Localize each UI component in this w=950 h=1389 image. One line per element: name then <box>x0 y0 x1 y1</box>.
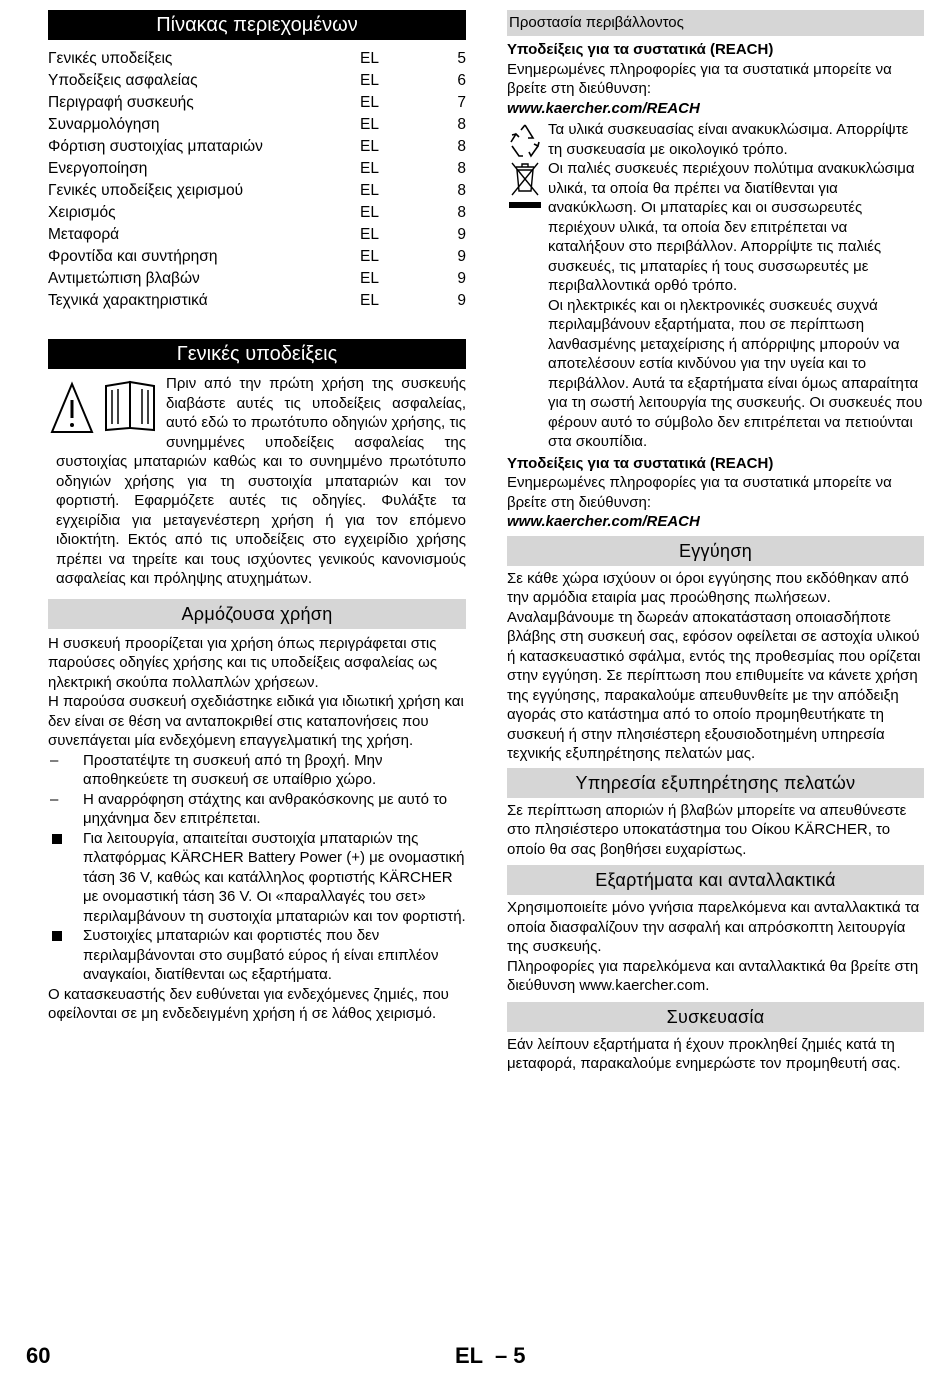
toc-entry-page: 9 <box>457 226 466 243</box>
packaging-text: Εάν λείπουν εξαρτήματα ή έχουν προκληθεί ζημιές κατά τη μεταφορά, παρακαλούμε ενημερώστε τον προμηθευτή σας. <box>507 1035 901 1072</box>
toc-entry[interactable] <box>48 246 466 268</box>
parts-text-1: Χρησιμοποιείτε μόνο γνήσια παρελκόμενα και ανταλλακτικά τα οποία διασφαλίζουν την ασφαλή και απρόσκοπτη λειτουργία της συσκευής. <box>507 899 920 955</box>
bullet-item <box>48 926 466 985</box>
packaging-title: Συσκευασία <box>507 1002 924 1032</box>
toc-entry-title: Γενικές υποδείξεις χειρισμού <box>48 182 244 199</box>
recycle-text: Τα υλικά συσκευασίας είναι ανακυκλώσιμα. Απορρίψτε τη συσκευασία με οικολογικό τρόπο. <box>548 121 909 158</box>
recycle-icon <box>507 122 543 158</box>
service-text: Σε περίπτωση αποριών ή βλαβών μπορείτε να απευθύνεστε στο πλησιέστερο υποκατάστημα του Οίκου KÄRCHER, το οποίο θα σας βοηθήσει ευχαρίστως. <box>507 801 907 858</box>
toc-entry[interactable] <box>48 136 466 158</box>
toc-entry[interactable] <box>48 224 466 246</box>
toc-entry-title: Τεχνικά χαρακτηριστικά <box>48 292 208 309</box>
toc-entry-title: Υποδείξεις ασφαλείας <box>48 72 198 89</box>
weee-row <box>507 159 924 452</box>
toc-entry-lang: EL <box>360 226 379 243</box>
toc-entry[interactable] <box>48 158 466 180</box>
reach-heading: Υποδείξεις για τα συστατικά (REACH) <box>507 41 774 58</box>
reach-text: Ενημερωμένες πληροφορίες για τα συστατικά μπορείτε να βρείτε στη διεύθυνση: <box>507 60 892 97</box>
toc-entry-title: Περιγραφή συσκευής <box>48 94 194 111</box>
toc-entry[interactable] <box>48 70 466 92</box>
toc-entry[interactable] <box>48 114 466 136</box>
reach-heading-2: Υποδείξεις για τα συστατικά (REACH) <box>507 454 774 472</box>
reach-text-2: Ενημερωμένες πληροφορίες για τα συστατικά μπορείτε να βρείτε στη διεύθυνση: <box>507 474 892 511</box>
toc-entry[interactable] <box>48 202 466 224</box>
toc-entry-title: Φόρτιση συστοιχίας μπαταριών <box>48 138 263 155</box>
environment-title: Προστασία περιβάλλοντος <box>507 10 924 36</box>
dash-item-text: Η αναρρόφηση στάχτης και ανθρακόσκονης με αυτό το μηχάνημα δεν επιτρέπεται. <box>83 790 448 827</box>
parts-title: Εξαρτήματα και ανταλλακτικά <box>507 865 924 895</box>
toc-entry-lang: EL <box>360 270 379 287</box>
right-column <box>507 10 924 1074</box>
toc-entry-lang: EL <box>360 72 379 89</box>
toc-entry-page: 5 <box>457 50 466 67</box>
proper-use-text-3: Ο κατασκευαστής δεν ευθύνεται για ενδεχόμενες ζημιές, που οφείλονται σε μη ενδεδειγμένη χρήση ή σε λάθος χειρισμό. <box>48 985 449 1022</box>
language-page-label: EL – 5 <box>455 1343 526 1368</box>
toc-entry-page: 9 <box>457 270 466 287</box>
bullet-item-text: Για λειτουργία, απαιτείται συστοιχία μπαταριών της πλατφόρμας KÄRCHER Battery Power (+) με ονομαστική τάση 36 V, καθώς και κατάλληλος φορτιστής KÄRCHER με ονομαστική τάση 36 V. Οι «παραλλαγές του σετ» περιλαμβάνουν τη συστοιχία μπαταριών και τον φορτιστή. <box>83 829 466 925</box>
toc-entry[interactable] <box>48 268 466 290</box>
toc-entry-page: 7 <box>457 94 466 111</box>
toc-entry-title: Μεταφορά <box>48 226 120 243</box>
toc-entry-page: 8 <box>457 116 466 133</box>
reach-url-2: www.kaercher.com/REACH <box>507 513 700 530</box>
toc-entry[interactable] <box>48 180 466 202</box>
warranty-text: Σε κάθε χώρα ισχύουν οι όροι εγγύησης που εκδόθηκαν από την αρμόδια εταιρία μας προώθησης πωλήσεων. Αναλαμβάνουμε τη δωρεάν αποκατάσταση οποιασδήποτε βλάβης στη συσκευή σας, εφόσον οφείλεται σε αστοχία υλικού ή κατασκευαστικό σφάλμα, εντός της προθεσμίας που ορίζεται στην εγγύηση. Σε περίπτωση που επιθυμείτε να κάνετε χρήση της εγγύησης, παρακαλούμε απευθυνθείτε με την απόδειξη αγοράς στο κατάστημα από το οποίο προμηθευτήκατε τη συσκευή ή στην πλησιέστερη εξουσιοδοτημένη υπηρεσία τεχνικής εξυπηρέτησης πελατών μας. <box>507 569 921 762</box>
proper-use-text-2: Η παρούσα συσκευή σχεδιάστηκε ειδικά για ιδιωτική χρήση και δεν είναι σε θέση να ανταποκριθεί στις καταπονήσεις που συνεπάγεται μία ενδεχόμενη επαγγελματική της χρήση. <box>48 693 464 749</box>
toc-entry-title: Συναρμολόγηση <box>48 116 160 133</box>
service-title: Υπηρεσία εξυπηρέτησης πελατών <box>507 768 924 798</box>
toc-entry-lang: EL <box>360 94 379 111</box>
toc-entry-page: 8 <box>457 182 466 199</box>
toc-entry-lang: EL <box>360 160 379 177</box>
toc-entry-title: Χειρισμός <box>48 204 116 221</box>
toc-list <box>48 48 466 312</box>
toc-entry-title: Ενεργοποίηση <box>48 160 148 177</box>
bullet-item <box>48 829 466 927</box>
dash-item <box>48 751 466 790</box>
toc-entry-lang: EL <box>360 50 379 67</box>
toc-entry-title: Φροντίδα και συντήρηση <box>48 248 218 265</box>
toc-entry-title: Αντιμετώπιση βλαβών <box>48 270 200 287</box>
toc-entry[interactable] <box>48 48 466 70</box>
manual-book-icon <box>102 376 162 432</box>
general-title: Γενικές υποδείξεις <box>48 339 466 369</box>
environment-section <box>507 40 924 532</box>
bullet-square-icon <box>52 931 62 941</box>
left-column <box>48 10 466 1024</box>
page-number: 60 <box>26 1343 51 1368</box>
recycle-row <box>507 120 924 159</box>
proper-use-title: Αρμόζουσα χρήση <box>48 599 466 629</box>
bullet-square-icon <box>52 834 62 844</box>
toc-title: Πίνακας περιεχομένων <box>48 10 466 40</box>
general-text: Πριν από την πρώτη χρήση της συσκευής διαβάστε αυτές τις υποδείξεις ασφαλείας, αυτό εδώ το πρωτότυπο οδηγιών χρήσης, τις συνημμένες υποδείξεις ασφαλείας της συστοιχίας μπαταριών καθώς και το συνημμένο πρωτότυπο οδηγιών χρήσης για τη συστοιχία μπαταριών και τον φορτιστή. Εφαρμόζετε αυτές τις οδηγίες. Φυλάξτε τα εγχειρίδια για μεταγενέστερη χρήση ή για τον επόμενο ιδιοκτήτη. Εκτός από τις υποδείξεις στο εγχειρίδιο χρήσης πρέπει να τηρείτε και τους ισχύοντες γενικούς κανονισμούς ασφαλείας και πρόληψης ατυχημάτων. <box>56 375 466 587</box>
toc-entry-lang: EL <box>360 204 379 221</box>
proper-use-text-1: Η συσκευή προορίζεται για χρήση όπως περιγράφεται στις παρούσες οδηγίες χρήσης και τις υποδείξεις ασφαλείας ως ηλεκτρική σκούπα πολλαπλών χρήσεων. <box>48 634 438 691</box>
toc-entry-page: 9 <box>457 292 466 309</box>
toc-entry[interactable] <box>48 290 466 312</box>
weee-text-2: Οι ηλεκτρικές και οι ηλεκτρονικές συσκευές συχνά περιλαμβάνουν εξαρτήματα, που σε περίπτωση λανθασμένης μεταχείρισης ή απόρριψης μπορούν να αποτελέσουν εστία κινδύνου για την υγεία και το περιβάλλον. Αυτά τα εξαρτήματα είναι όμως απαραίτητα για τη σωστή λειτουργία της συσκευής. Οι συσκευές που φέρουν αυτό το σύμβολο δεν επιτρέπεται να πετιούνται στα σκουπίδια. <box>548 296 923 450</box>
toc-entry[interactable] <box>48 92 466 114</box>
reach-url: www.kaercher.com/REACH <box>507 99 700 117</box>
toc-entry-page: 8 <box>457 160 466 177</box>
toc-entry-page: 8 <box>457 204 466 221</box>
toc-entry-lang: EL <box>360 138 379 155</box>
warranty-title: Εγγύηση <box>507 536 924 566</box>
dash-marker: – <box>50 790 59 808</box>
toc-entry-title: Γενικές υποδείξεις <box>48 50 173 67</box>
weee-text-1: Οι παλιές συσκευές περιέχουν πολύτιμα ανακυκλώσιμα υλικά, τα οποία θα πρέπει να διατίθενται για ανακύκλωση. Οι μπαταρίες και οι συσσωρευτές περιέχουν υλικά, τα οποία δεν επιτρέπεται να καταλήξουν στο περιβάλλον. Απορρίψτε τις παλιές συσκευές, τις μπαταρίες ή τους συσσωρευτές με περιβαλλοντικά ορθό τρόπο. <box>548 160 915 294</box>
dash-marker: – <box>50 751 59 769</box>
proper-use-section <box>48 634 466 1024</box>
toc-entry-lang: EL <box>360 116 379 133</box>
general-section <box>48 374 466 589</box>
toc-entry-page: 8 <box>457 138 466 155</box>
toc-entry-lang: EL <box>360 292 379 309</box>
bullet-item-text: Συστοιχίες μπαταριών και φορτιστές που δεν περιλαμβάνονται στο συμβατό εύρος ή είναι επιπλέον αναγκαίοι, διατίθενται ως εξαρτήματα. <box>83 927 439 983</box>
parts-text-2: Πληροφορίες για παρελκόμενα και ανταλλακτικά θα βρείτε στη διεύθυνση www.kaercher.com. <box>507 957 919 994</box>
toc-entry-lang: EL <box>360 248 379 265</box>
general-icons <box>48 374 166 448</box>
toc-entry-lang: EL <box>360 182 379 199</box>
dash-item-text: Προστατέψτε τη συσκευή από τη βροχή. Μην αποθηκεύετε τη συσκευή σε υπαίθριο χώρο. <box>83 751 383 788</box>
toc-entry-page: 9 <box>457 248 466 265</box>
dash-item <box>48 790 466 829</box>
toc-entry-page: 6 <box>457 72 466 89</box>
crossed-bin-icon <box>507 159 543 211</box>
